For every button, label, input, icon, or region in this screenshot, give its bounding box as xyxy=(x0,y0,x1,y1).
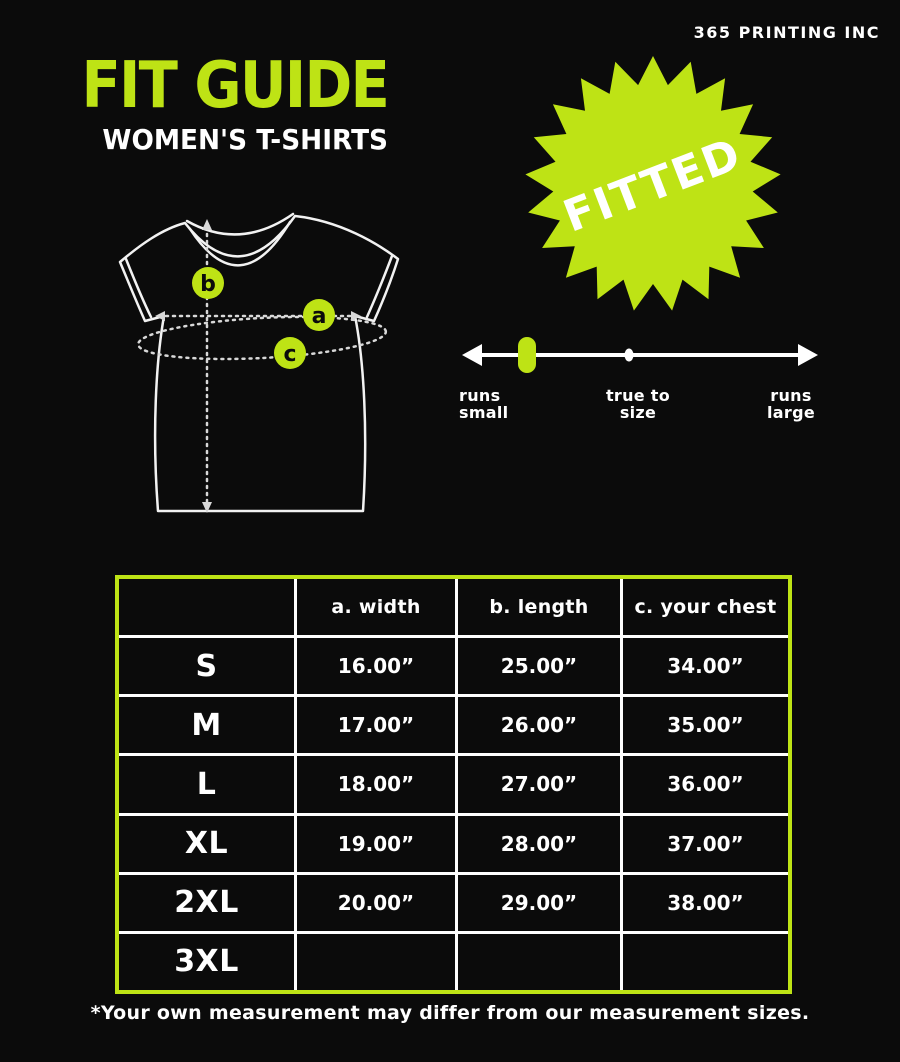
table-cell-width: 19.00” xyxy=(297,816,455,872)
table-cell-width xyxy=(297,934,455,990)
table-header-width: a. width xyxy=(297,579,455,635)
table-row-size: M xyxy=(119,697,294,753)
table-header-empty xyxy=(119,579,294,635)
arrow-right-icon xyxy=(798,344,818,366)
table-row-size: XL xyxy=(119,816,294,872)
scale-label-runs-large: runs large xyxy=(767,386,815,422)
marker-a-letter: a xyxy=(311,304,327,329)
table-cell-width: 16.00” xyxy=(297,638,455,694)
table-row-size: 3XL xyxy=(119,934,294,990)
measure-lines xyxy=(137,227,387,505)
table-row-size: 2XL xyxy=(119,875,294,931)
table-cell-length: 26.00” xyxy=(458,697,620,753)
scale-label-true-to-size: true to size xyxy=(605,386,671,422)
true-to-size-dot-icon xyxy=(625,349,634,362)
table-header-chest: c. your chest xyxy=(623,579,788,635)
marker-b-letter: b xyxy=(200,272,216,297)
arrow-left-icon xyxy=(462,344,482,366)
table-cell-width: 20.00” xyxy=(297,875,455,931)
table-cell-chest: 35.00” xyxy=(623,697,788,753)
fitted-badge xyxy=(520,56,786,316)
table-cell-width: 18.00” xyxy=(297,756,455,812)
table-cell-width: 17.00” xyxy=(297,697,455,753)
page-subtitle: WOMEN'S T-SHIRTS xyxy=(102,123,388,156)
table-cell-length xyxy=(458,934,620,990)
size-table xyxy=(115,575,792,994)
fitted-badge-label: FITTED xyxy=(556,128,749,243)
table-cell-length: 28.00” xyxy=(458,816,620,872)
table-cell-length: 25.00” xyxy=(458,638,620,694)
table-row-size: S xyxy=(119,638,294,694)
page-title: FIT GUIDE xyxy=(81,49,389,123)
fit-indicator-pill xyxy=(518,337,536,373)
table-cell-chest: 38.00” xyxy=(623,875,788,931)
table-header-length: b. length xyxy=(458,579,620,635)
measure-arrowheads xyxy=(155,219,361,513)
chest-measure-ellipse xyxy=(137,312,387,365)
fit-scale xyxy=(450,332,830,380)
footnote: *Your own measurement may differ from our measurement sizes. xyxy=(90,1002,810,1024)
table-cell-chest xyxy=(623,934,788,990)
marker-c-letter: c xyxy=(283,342,297,367)
tshirt-outline-icon xyxy=(120,214,398,511)
table-row-size: L xyxy=(119,756,294,812)
scale-label-runs-small: runs small xyxy=(459,386,509,422)
table-cell-chest: 34.00” xyxy=(623,638,788,694)
tshirt-diagram xyxy=(100,193,420,528)
table-cell-chest: 37.00” xyxy=(623,816,788,872)
table-cell-length: 27.00” xyxy=(458,756,620,812)
table-cell-length: 29.00” xyxy=(458,875,620,931)
brand-name: 365 PRINTING INC xyxy=(693,23,880,42)
table-cell-chest: 36.00” xyxy=(623,756,788,812)
